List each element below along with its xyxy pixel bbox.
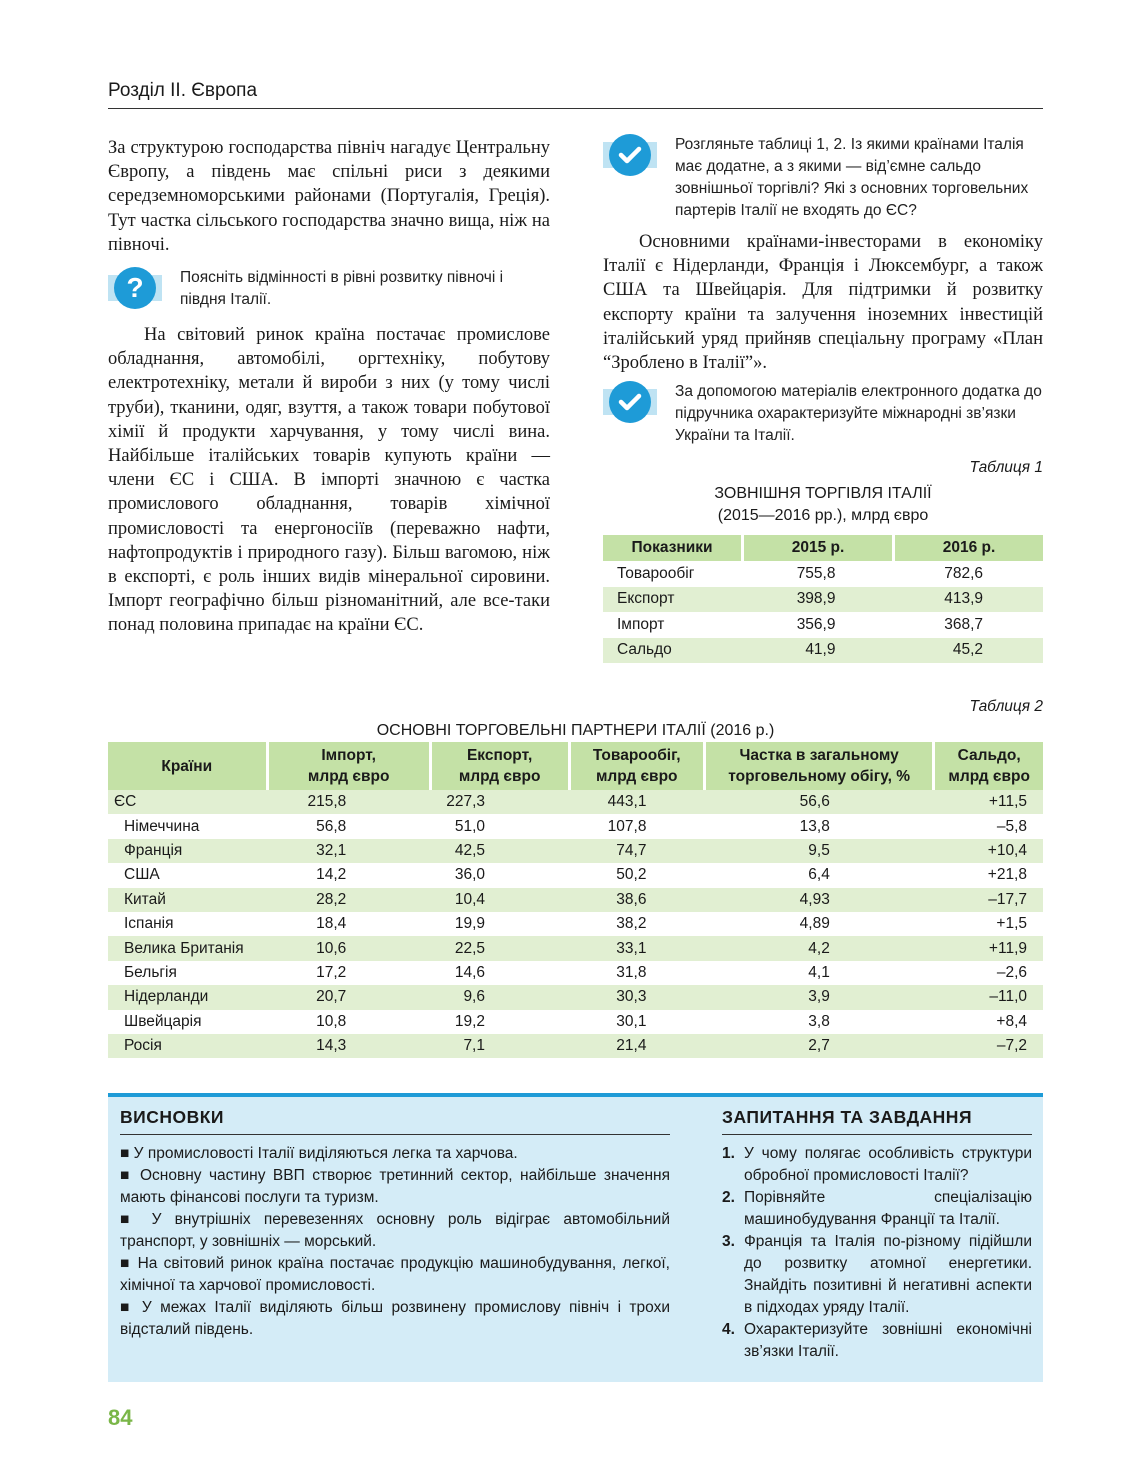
table2-cell: 17,2 <box>316 963 347 981</box>
table1-cell: 782,6 <box>944 564 983 582</box>
table2-cell: 215,8 <box>267 790 430 814</box>
bullet-square-icon: ■ <box>120 1167 140 1184</box>
table2-cell: 4,93 <box>704 888 933 912</box>
check-icon <box>603 134 657 176</box>
table1-cell: 368,7 <box>944 615 983 633</box>
table1-cell: 356,9 <box>796 615 836 633</box>
table2-cell: 28,2 <box>267 888 430 912</box>
table1-cell: 398,9 <box>743 587 894 613</box>
table1-row <box>603 612 1043 638</box>
table2-cell: +21,8 <box>987 866 1027 884</box>
conclusion-item <box>120 1253 670 1297</box>
question-item <box>722 1231 1032 1319</box>
table2-row <box>108 790 1043 814</box>
table2-cell: 443,1 <box>569 790 704 814</box>
table1 <box>603 535 1043 663</box>
table2-cell: 32,1 <box>267 839 430 863</box>
table2-cell: 20,7 <box>267 985 430 1009</box>
table2-header-line: Частка в загальному <box>739 747 899 764</box>
question-item <box>722 1143 1032 1187</box>
table2-cell: 6,4 <box>808 866 830 884</box>
table2-row <box>108 888 1043 912</box>
table2-cell: 36,0 <box>454 866 485 884</box>
table2-cell: США <box>124 866 160 884</box>
table2-cell: 3,9 <box>704 985 933 1009</box>
table1-row <box>603 561 1043 587</box>
conclusion-text: У межах Італії виділяють більш розвинену промислову північ і трохи відсталий південь. <box>120 1299 670 1338</box>
table2-title: ОСНОВНІ ТОРГОВЕЛЬНІ ПАРТНЕРИ ІТАЛІЇ (2016 р.) <box>376 722 775 739</box>
table2-cell: 22,5 <box>430 936 569 960</box>
table1-row <box>603 587 1043 613</box>
question-box <box>108 267 550 311</box>
table1-row <box>603 638 1043 664</box>
question-number: 3. <box>722 1233 735 1250</box>
table1-subtitle: (2015—2016 рр.), млрд євро <box>717 507 929 525</box>
section-title: Розділ ІІ. Європа <box>108 80 258 101</box>
table1-cell: Сальдо <box>603 638 743 664</box>
task-box-tables <box>603 134 1043 222</box>
table2-cell: 56,6 <box>704 790 933 814</box>
table2-header-cell <box>704 742 933 790</box>
table2-row <box>108 1010 1043 1034</box>
table2-cell: 227,3 <box>430 790 569 814</box>
table2-cell: Велика Британія <box>108 936 267 960</box>
table2-header-line: Імпорт, <box>321 747 376 764</box>
table2-header-line: млрд євро <box>595 768 678 785</box>
table1-header-cell: 2016 р. <box>893 535 1043 561</box>
table2-cell: 30,1 <box>616 1012 647 1030</box>
table2-cell: 30,3 <box>569 985 704 1009</box>
table2-row <box>108 912 1043 936</box>
question-icon: ? <box>108 267 162 309</box>
table2-header-line: торговельному обігу, % <box>728 768 911 785</box>
table2-cell: 74,7 <box>569 839 704 863</box>
table2-cell: 19,9 <box>454 915 485 933</box>
table2-header-line: Сальдо, <box>957 747 1021 764</box>
table2-cell: 51,0 <box>454 817 485 835</box>
task-text-tables: Розгляньте таблиці 1, 2. Із якими країнами Італія має додатне, а з якими — від’ємне сальдо зовнішньої торгівлі? Які з основних торговельних партерів Італії не входять до ЄС? <box>675 136 1029 219</box>
table2-header-line: Експорт, <box>466 747 533 764</box>
question-number: 2. <box>722 1189 735 1206</box>
bullet-square-icon: ■ <box>120 1255 138 1272</box>
table2-cell: +8,4 <box>996 1012 1027 1030</box>
table2-cell: –17,7 <box>934 888 1043 912</box>
table2-cell: 14,6 <box>454 963 485 981</box>
table1-header-cell: 2015 р. <box>743 535 894 561</box>
table2-cell: 4,89 <box>799 915 830 933</box>
summary-panel <box>108 1093 1043 1382</box>
bullet-square-icon: ■ <box>120 1145 134 1162</box>
table2-cell: 10,8 <box>316 1012 347 1030</box>
table2-cell: 19,2 <box>454 1012 485 1030</box>
question-item-text: Охарактеризуйте зовнішні економічні зв’язки Італії. <box>744 1321 1032 1360</box>
table2-cell: 38,6 <box>569 888 704 912</box>
table1-cell: Товарообіг <box>617 564 695 582</box>
table2-cell: +11,9 <box>934 936 1043 960</box>
table1-cell: 755,8 <box>796 564 836 582</box>
conclusion-item <box>120 1209 670 1253</box>
table2-header-cell <box>108 742 267 790</box>
table2-cell: 50,2 <box>616 866 647 884</box>
table2-cell: –5,8 <box>996 817 1027 835</box>
conclusion-text: Основну частину ВВП створює третинний сектор, найбільше значення мають фінансові послуги та туризм. <box>120 1167 670 1206</box>
question-text: Поясніть відмінності в рівні розвитку півночі і півдня Італії. <box>180 269 504 309</box>
table2-row <box>108 814 1043 838</box>
check-icon <box>603 381 657 423</box>
table2-cell: 42,5 <box>430 839 569 863</box>
table2-cell: 13,8 <box>799 817 830 835</box>
table2-header-cell <box>267 742 430 790</box>
table2-header-cell <box>430 742 569 790</box>
right-column <box>603 134 1043 663</box>
table2-header-line: млрд євро <box>458 768 541 785</box>
table1-cell: Експорт <box>603 587 743 613</box>
table2-cell: 14,3 <box>267 1034 430 1058</box>
table1-header-cell: Показники <box>603 535 743 561</box>
table2-cell: Бельгія <box>124 963 177 981</box>
table2-cell: Іспанія <box>124 915 174 933</box>
questions-section <box>722 1107 1032 1363</box>
table2-caption: Таблиця 2 <box>969 698 1043 715</box>
question-number: 1. <box>722 1145 735 1162</box>
questions-title: ЗАПИТАННЯ ТА ЗАВДАННЯ <box>722 1107 1032 1135</box>
table1-cell: Імпорт <box>617 615 665 633</box>
table2-cell: 9,5 <box>704 839 933 863</box>
table2-cell: +10,4 <box>934 839 1043 863</box>
conclusion-item <box>120 1297 670 1341</box>
table2-row <box>108 985 1043 1009</box>
table1-cell: 41,9 <box>743 638 894 664</box>
table2-cell: 7,1 <box>430 1034 569 1058</box>
table2-cell: 107,8 <box>607 817 647 835</box>
table2-row <box>108 863 1043 887</box>
table2-cell: 3,8 <box>808 1012 830 1030</box>
bullet-square-icon: ■ <box>120 1299 142 1316</box>
table2-cell: 56,8 <box>316 817 347 835</box>
conclusion-text: У промисловості Італії виділяються легка та харчова. <box>133 1145 518 1162</box>
table2-cell: +1,5 <box>996 915 1027 933</box>
question-number: 4. <box>722 1321 735 1338</box>
table2-row <box>108 839 1043 863</box>
table2-cell: Швейцарія <box>124 1012 202 1030</box>
conclusion-item <box>120 1143 670 1165</box>
table2-header-line: Товарообіг, <box>592 747 681 764</box>
question-item <box>722 1319 1032 1363</box>
table1-cell: 45,2 <box>893 638 1043 664</box>
question-item-text: Франція та Італія по-різному підійшли до розвитку атомної енергетики. Знайдіть позитивні й негативні аспекти в підходах уряду Італії. <box>744 1233 1032 1316</box>
task-box-electronic <box>603 381 1043 447</box>
table2-cell: 2,7 <box>704 1034 933 1058</box>
table1-title: ЗОВНІШНЯ ТОРГІВЛЯ ІТАЛІЇ <box>714 485 932 503</box>
table2-cell: 21,4 <box>569 1034 704 1058</box>
running-header <box>108 80 1043 109</box>
table2-cell: 14,2 <box>316 866 347 884</box>
table2-row <box>108 936 1043 960</box>
conclusion-text: У внутрішніх перевезеннях основну роль відіграє автомобільний транспорт, у зовнішніх — морський. <box>120 1211 671 1250</box>
table2-row <box>108 1034 1043 1058</box>
table2-row <box>108 961 1043 985</box>
table2-cell: 10,4 <box>430 888 569 912</box>
table2-cell: 38,2 <box>616 915 647 933</box>
table2-header-line: млрд євро <box>307 768 390 785</box>
table1-caption: Таблиця 1 <box>969 459 1043 477</box>
question-item-text: Порівняйте спеціалізацію машинобудування Франції та Італії. <box>744 1189 1032 1228</box>
paragraph-structure: За структурою господарства північ нагадує Центральну Європу, а південь має спільні риси з деякими середземноморськими районами (Португалія, Греція). Тут частка сільського господарства значно вища, ніж на півночі. <box>108 138 550 255</box>
table1-cell: 413,9 <box>893 587 1043 613</box>
table2-header-cell <box>934 742 1043 790</box>
page-number: 84 <box>108 1405 133 1430</box>
table2-cell: 18,4 <box>316 915 347 933</box>
table2-cell: 10,6 <box>267 936 430 960</box>
table2-cell: 4,1 <box>808 963 830 981</box>
bullet-square-icon: ■ <box>120 1211 152 1228</box>
table2 <box>108 742 1043 1058</box>
table2-wrapper <box>108 742 1043 1058</box>
table2-cell: 31,8 <box>616 963 647 981</box>
paragraph-investors: Основними країнами-інвесторами в економіку Італії є Нідерланди, Франція і Люксембург, а також США та Швейцарія. Для підтримки й розвитку експорту країни та залучення іноземних інвестицій італійський уряд прийняв спеціальну програму «План “Зроблено в Італії”». <box>603 232 1043 374</box>
question-item-text: У чому полягає особливість структури обробної промисловості Італії? <box>744 1145 1032 1184</box>
table2-cell: –11,0 <box>934 985 1043 1009</box>
table2-cell: Німеччина <box>124 817 200 835</box>
table2-cell: –7,2 <box>934 1034 1043 1058</box>
table2-cell: Росія <box>108 1034 267 1058</box>
question-item <box>722 1187 1032 1231</box>
left-column <box>108 136 550 638</box>
table2-cell: –2,6 <box>996 963 1027 981</box>
conclusion-item <box>120 1165 670 1209</box>
table2-cell: Нідерланди <box>108 985 267 1009</box>
conclusions-title: ВИСНОВКИ <box>120 1107 670 1135</box>
conclusion-text: На світовий ринок країна постачає продукцію машинобудування, легкої, хімічної та харчової промисловості. <box>120 1255 670 1294</box>
table2-cell: 33,1 <box>569 936 704 960</box>
table2-header-line: Країни <box>161 757 213 775</box>
table2-cell: ЄС <box>108 790 267 814</box>
table2-cell: 4,2 <box>704 936 933 960</box>
table2-header-cell <box>569 742 704 790</box>
paragraph-exports: На світовий ринок країна постачає промислове обладнання, автомобілі, оргтехніку, побутову електротехніку, метали й вироби з них (у тому числі труби), тканини, одяг, взуття, а також товари побутової хімії й продукти харчування, у тому числі вина. Найбільше італійських товарів купують країни — члени ЄС і США. В імпорті значною є частка промислового обладнання, товарів хімічної промисловості та енергоносіїв (переважно нафти, нафтопродуктів і природного газу). Більш вагомою, ніж в експорті, є роль інших видів мінеральної сировини. Імпорт географічно більш різноманітний, але все-таки понад половина припадає на країни ЄС. <box>108 325 550 636</box>
task-text-electronic: За допомогою матеріалів електронного додатка до підручника охарактеризуйте міжнародні зв’язки України та Італії. <box>675 383 1042 445</box>
table2-cell: Китай <box>108 888 267 912</box>
table2-cell: Франція <box>108 839 267 863</box>
table2-cell: +11,5 <box>934 790 1043 814</box>
conclusions-section <box>120 1107 670 1341</box>
table2-cell: 9,6 <box>430 985 569 1009</box>
table2-header-line: млрд євро <box>948 768 1030 785</box>
